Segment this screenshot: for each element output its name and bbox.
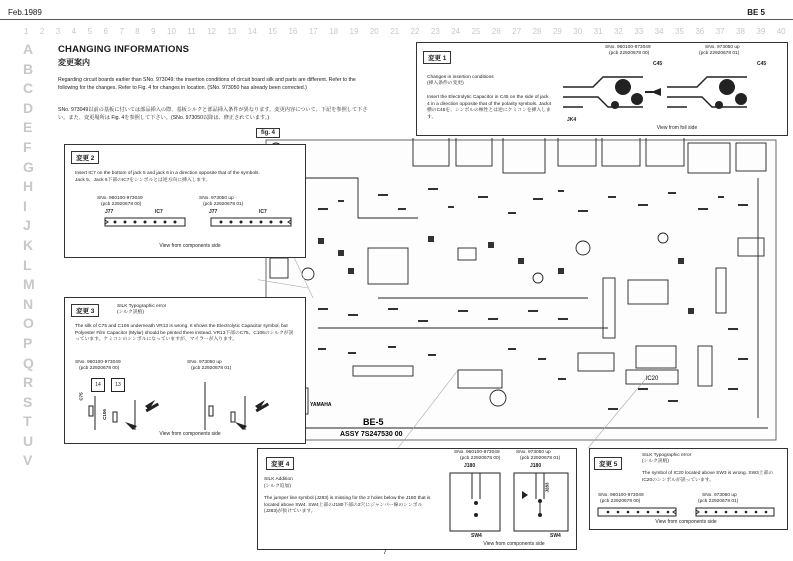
change3-new-sno: SNo. 973050 up — [187, 360, 222, 365]
intro-en: Regarding circuit boards earlier than SNo. 973049: the insertion conditions of circuit board silk and parts are different. Refer to the following for the changes. Refer to Fig. 4 for changes in location. (SNo. 973050 has already been corrected.) — [58, 77, 356, 91]
grid-row-n: N — [23, 295, 34, 312]
change5-box — [589, 448, 788, 530]
grid-row-o: O — [23, 315, 34, 332]
change2-caption: View from components side — [159, 243, 221, 249]
change2-old-pcb: (pcb 22920678 00) — [101, 202, 142, 207]
change3-heading-jp: (シルク誤植) — [117, 310, 144, 315]
grid-row-a: A — [23, 41, 34, 57]
grid-column-7: 7 — [119, 27, 124, 36]
grid-column-24: 24 — [451, 27, 461, 36]
change2-new-pcb: (pcb 22920678 01) — [203, 202, 244, 207]
grid-column-26: 26 — [491, 27, 501, 36]
grid-column-12: 12 — [207, 27, 217, 36]
grid-column-23: 23 — [430, 27, 440, 36]
change1-jk4: JK4 — [567, 117, 577, 123]
change3-old-pcb: (pcb 22920678 00) — [79, 366, 120, 371]
grid-row-v: V — [23, 452, 33, 469]
change4-old-sno: SNo. 960100-973049 — [454, 450, 500, 455]
grid-column-35: 35 — [675, 27, 684, 36]
change3-pin-14-left: 14 — [91, 378, 105, 392]
change4-j180-left: J180 — [464, 463, 476, 469]
pcb-component-layout — [258, 138, 783, 448]
change4-new-sno: SNo. 973050 up — [516, 450, 551, 455]
grid-column-31: 31 — [593, 27, 603, 36]
change1-old-pcb: (pcb 22920678 00) — [609, 51, 650, 56]
change5-heading-en: SILK Typographic error — [642, 453, 692, 458]
grid-column-21: 21 — [390, 27, 400, 36]
change4-heading-en: SILK Addition — [264, 477, 293, 482]
grid-column-25: 25 — [471, 27, 481, 36]
grid-column-39: 39 — [756, 27, 766, 36]
change3-pin-13-left: 13 — [111, 378, 125, 392]
change4-j180-right: J180 — [530, 463, 542, 469]
change3-c75-label: C75 — [78, 392, 84, 401]
change2-j77-left: J77 — [105, 209, 114, 215]
grid-column-37: 37 — [715, 27, 725, 36]
page-number: 7 — [383, 549, 387, 556]
grid-column-8: 8 — [135, 27, 140, 36]
grid-column-10: 10 — [167, 27, 176, 36]
grid-row-t: T — [23, 413, 32, 430]
grid-row-j: J — [23, 217, 31, 234]
grid-column-1: 1 — [24, 27, 29, 36]
grid-column-38: 38 — [736, 27, 745, 36]
change5-old-pcb: (pcb 22920678 00) — [600, 499, 641, 504]
change3-old-sno: SNo. 960100-973049 — [75, 360, 121, 365]
change3-capacitor-drawing — [75, 382, 300, 434]
grid-column-32: 32 — [613, 27, 623, 36]
grid-column-4: 4 — [71, 27, 77, 36]
change2-old-sno: SNo. 960100-973049 — [97, 196, 143, 201]
pcb-assy-label: ASSY 7S247530 00 — [340, 431, 403, 438]
grid-row-m: M — [23, 276, 35, 293]
grid-row-p: P — [23, 334, 33, 351]
change4-j283: J283 — [544, 482, 550, 493]
grid-column-11: 11 — [187, 27, 196, 36]
grid-column-18: 18 — [329, 27, 339, 36]
change3-body: The silk of C75 and C106 underneath VR13 is wrong. It shows the Electrolytic Capacitor symbol, but Polyester Film Capacitor (Mylar) should be printed there instead. VR13下部のC75、C106のシルクが誤っています。ケミコンのシンボルになっていますが、マイラーが入ります。 — [75, 324, 294, 343]
grid-column-22: 22 — [410, 27, 420, 36]
grid-row-h: H — [23, 178, 34, 195]
change5-caption: View from components side — [655, 519, 717, 525]
grid-row-b: B — [23, 60, 34, 77]
change4-box — [257, 448, 577, 550]
change1-tag: 変更 1 — [423, 51, 451, 64]
grid-row-e: E — [23, 119, 33, 136]
change3-tag: 変更 3 — [71, 304, 99, 317]
pcb-maker-label: YAMAHA — [310, 402, 332, 408]
change1-desc-jp: (挿入条件の変更) — [427, 81, 464, 86]
intro-jp: SNo. 973049以前の基板に付いては部品挿入の際、基板シルクと部品挿入条件が異なります。変更内容について、下記を参照して下さい。また、変更場所は Fig. 4を参照して下さい。(SNo. 973050以降は、修正されています。) — [58, 107, 368, 121]
grid-row-l: L — [23, 256, 32, 273]
change2-tag: 変更 2 — [71, 151, 99, 164]
grid-row-c: C — [23, 80, 34, 97]
grid-row-letters — [23, 40, 43, 471]
grid-column-33: 33 — [634, 27, 644, 36]
change4-sw4-right: SW4 — [550, 533, 561, 539]
grid-column-2: 2 — [39, 27, 45, 36]
change3-c106-label: C106 — [101, 409, 107, 420]
page-title-jp: 変更案内 — [58, 58, 90, 67]
grid-row-f: F — [23, 138, 32, 155]
grid-column-15: 15 — [268, 27, 278, 36]
change1-foil-drawing — [563, 57, 783, 127]
grid-column-5: 5 — [87, 27, 93, 36]
grid-column-6: 6 — [103, 27, 108, 36]
change5-new-sno: SNo. 973050 up — [702, 493, 737, 498]
grid-row-i: I — [23, 197, 27, 214]
change3-box — [64, 297, 306, 444]
change3-caption: View from components side — [159, 431, 221, 437]
page-title: CHANGING INFORMATIONS — [58, 44, 190, 55]
change1-box — [416, 42, 788, 136]
grid-column-28: 28 — [532, 27, 542, 36]
change4-new-pcb: (pcb 22920678 01) — [520, 456, 561, 461]
change2-j77-right: J77 — [209, 209, 218, 215]
change5-heading-jp: (シルク誤植) — [642, 459, 669, 464]
grid-column-14: 14 — [247, 27, 257, 36]
grid-column-13: 13 — [227, 27, 237, 36]
change2-ic7-right: IC7 — [259, 209, 267, 215]
grid-column-20: 20 — [369, 27, 379, 36]
header-rule — [0, 19, 793, 20]
change4-heading-jp: (シルク追加) — [264, 484, 291, 489]
change2-ic7-left: IC7 — [155, 209, 163, 215]
grid-row-s: S — [23, 393, 33, 410]
change4-sw4-left: SW4 — [471, 533, 482, 539]
change1-old-sno: SNo. 960100-973049 — [605, 45, 651, 50]
change4-jumper-drawing — [448, 469, 572, 533]
fig-label: fig. 4 — [256, 128, 280, 138]
grid-column-numbers — [24, 27, 786, 36]
grid-row-u: U — [23, 432, 34, 449]
grid-column-30: 30 — [573, 27, 583, 36]
grid-row-k: K — [23, 236, 34, 253]
change1-c45-left: C45 — [653, 61, 663, 67]
change1-caption: View from foil side — [656, 125, 698, 131]
grid-column-34: 34 — [654, 27, 664, 36]
grid-row-g: G — [23, 158, 34, 175]
change5-old-sno: SNo. 960100-973049 — [598, 493, 644, 498]
change4-tag: 変更 4 — [266, 457, 294, 470]
grid-row-r: R — [23, 374, 34, 391]
change2-new-sno: SNo. 973050 up — [199, 196, 234, 201]
grid-row-d: D — [23, 99, 34, 116]
pcb-ic20-label: IC20 — [645, 376, 659, 382]
change5-ic20-drawing — [596, 507, 782, 517]
change1-body: Insert the Electrolytic Capacitor in C45 on the side of jack 4 in a direction opposite that of the polarity symbols. Jack4横のC45を、シンボルの極性とは逆にケミコンを挿入します。 — [427, 95, 552, 120]
change2-ic7-drawing — [85, 215, 295, 229]
grid-column-27: 27 — [512, 27, 522, 36]
grid-row-q: Q — [23, 354, 34, 371]
change1-new-sno: SNo. 973050 up — [705, 45, 740, 50]
header-date: Feb.1989 — [8, 8, 42, 17]
grid-column-17: 17 — [308, 27, 318, 36]
change1-c45-right: C45 — [757, 61, 767, 67]
change4-old-pcb: (pcb 22920678 00) — [460, 456, 501, 461]
grid-column-19: 19 — [349, 27, 359, 36]
change3-new-pcb: (pcb 22920678 01) — [191, 366, 232, 371]
change2-body: Insert IC7 on the bottom of jack 5 and jack 6 in a direction opposite that of the symbols. Jack 5、Jack 6下部のIC7をシンボルとは逆方向に挿入します。 — [75, 171, 260, 183]
change5-body: The symbol of IC20 located above SW3 is wrong. SW3上部のIC20のシンボルが誤っています。 — [642, 471, 774, 483]
grid-column-16: 16 — [288, 27, 298, 36]
change5-new-pcb: (pcb 22920678 01) — [698, 499, 739, 504]
change5-tag: 変更 5 — [594, 457, 622, 470]
pcb-board-label: BE-5 — [363, 417, 384, 427]
grid-column-36: 36 — [695, 27, 705, 36]
grid-column-40: 40 — [776, 27, 786, 36]
header-page-code: BE 5 — [747, 8, 765, 17]
grid-column-29: 29 — [552, 27, 562, 36]
change2-box — [64, 144, 306, 258]
change3-heading-en: SILK Typographic error — [117, 304, 167, 309]
grid-column-3: 3 — [55, 27, 61, 36]
change1-new-pcb: (pcb 22920678 01) — [699, 51, 740, 56]
change4-body: The jumper line symbol (J283) is missing for the 2 holes below the J180 that is located above SW4. SW4上部のJ180下部の2穴にジャンパー線のシンボル(J283)が抜けています。 — [264, 496, 431, 515]
change4-caption: View from components side — [483, 541, 545, 547]
change1-desc-en: Changes in insertion conditions — [427, 75, 494, 80]
grid-column-9: 9 — [151, 27, 156, 36]
